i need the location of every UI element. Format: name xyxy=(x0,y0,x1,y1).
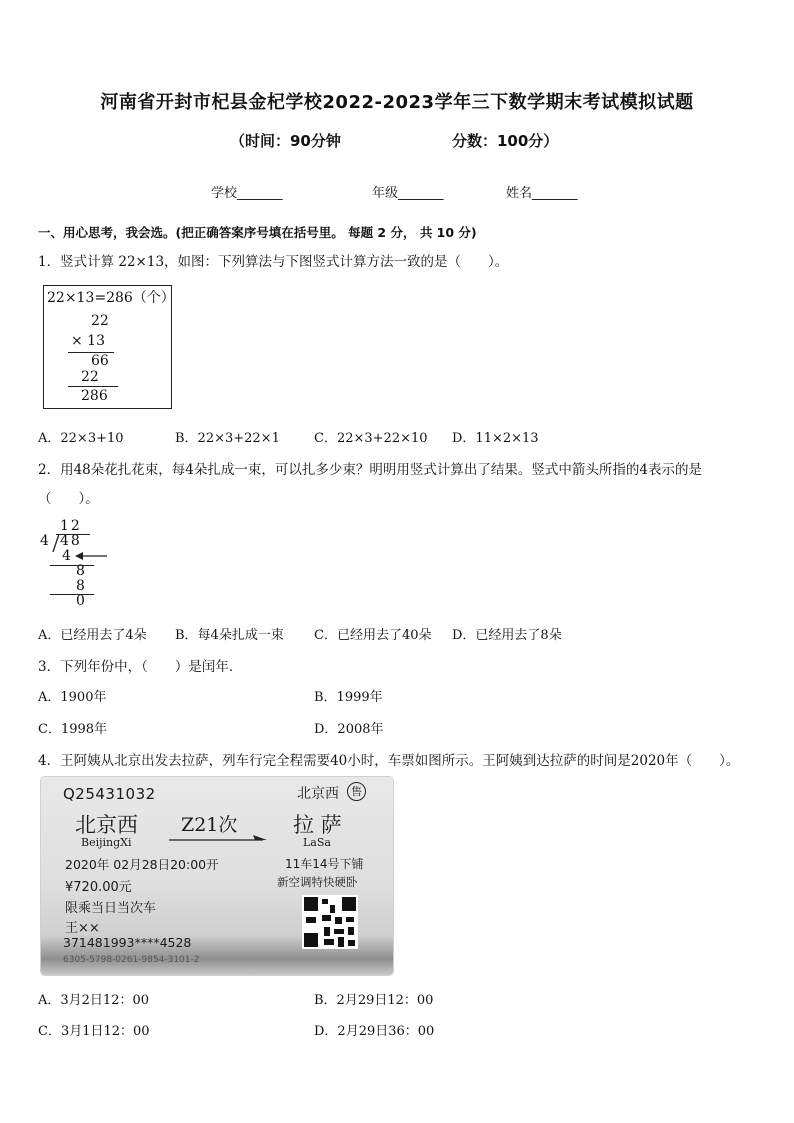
option-a[interactable]: A．3月2日12：00 xyxy=(38,993,150,1008)
question-3-stem: 3．下列年份中，（ ）是闰年． xyxy=(38,659,243,675)
ticket-from: 北京西 xyxy=(75,813,138,837)
ticket-price: ¥720.00元 xyxy=(65,880,132,895)
dividend: 48 xyxy=(60,533,82,549)
train-ticket-image xyxy=(41,777,393,975)
option-d[interactable]: D．2008年 xyxy=(314,722,384,737)
exam-score: 分数：100分） xyxy=(452,132,559,150)
ticket-note: 限乘当日当次车 xyxy=(65,901,157,916)
question-1-stem: 1．竖式计算 22×13，如图：下列算法与下图竖式计算方法一致的是（ ）。 xyxy=(38,254,509,270)
quotient: 12 xyxy=(60,518,82,534)
question-2-stem: 2．用48朵花扎花束，每4朵扎成一束，可以扎多少束？明明用竖式计算出了结果。竖式中箭头所指的4表示的是 xyxy=(38,462,702,478)
ticket-serial: Q25431032 xyxy=(63,785,156,803)
option-d[interactable]: D．11×2×13 xyxy=(452,431,539,446)
option-d[interactable]: D．已经用去了8朵 xyxy=(452,628,562,643)
figure-line: 66 xyxy=(91,353,109,369)
arrow-left-icon xyxy=(74,549,108,563)
figure-line: 22 xyxy=(81,369,99,385)
question-2-stem-cont: （ ）。 xyxy=(38,491,99,507)
division-rule xyxy=(50,565,94,566)
option-b[interactable]: B．2月29日12：00 xyxy=(314,993,434,1008)
ticket-id-number: 371481993****4528 xyxy=(63,935,192,950)
option-c[interactable]: C．1998年 xyxy=(38,722,108,737)
multiplication-figure xyxy=(43,285,175,409)
figure-header: 22×13=286（个） xyxy=(47,290,175,306)
section-heading: 一、用心思考，我会选。(把正确答案序号填在括号里。 每题 2 分， 共 10 分) xyxy=(38,225,477,240)
option-a[interactable]: A．1900年 xyxy=(38,690,107,705)
pointed-digit: 4 xyxy=(62,548,71,564)
division-bracket xyxy=(50,533,60,553)
grade-field[interactable]: 年级_______ xyxy=(372,186,444,201)
name-field[interactable]: 姓名_______ xyxy=(506,186,578,201)
division-remainder: 0 xyxy=(76,593,85,609)
ticket-car-type: 新空调特快硬卧 xyxy=(277,875,358,889)
school-field[interactable]: 学校_______ xyxy=(211,186,283,201)
figure-line: × 13 xyxy=(71,333,105,349)
ticket-datetime: 2020年 02月28日20:00开 xyxy=(65,857,219,872)
figure-line: 22 xyxy=(91,313,109,329)
ticket-to-pinyin: LaSa xyxy=(303,836,331,849)
arrow-right-icon xyxy=(169,832,267,844)
divisor: 4 xyxy=(40,533,49,549)
division-line: 8 xyxy=(76,578,85,594)
option-d[interactable]: D．2月29日36：00 xyxy=(314,1024,435,1039)
ticket-bottom-code: 6305-5798-0261-9854-3101-2 xyxy=(63,955,200,965)
ticket-from-pinyin: BeijingXi xyxy=(81,836,132,849)
option-b[interactable]: B．22×3+22×1 xyxy=(175,431,280,446)
ticket-to: 拉 萨 xyxy=(293,813,342,837)
question-4-stem: 4．王阿姨从北京出发去拉萨，列车行完全程需要40小时，车票如图所示。王阿姨到达拉萨的时间是2020年（ ）。 xyxy=(38,753,740,769)
sale-mark: 售 xyxy=(347,782,366,801)
page-title: 河南省开封市杞县金杞学校2022-2023学年三下数学期末考试模拟试题 xyxy=(100,92,694,113)
ticket-train-number: Z21次 xyxy=(181,814,238,836)
option-c[interactable]: C．已经用去了40朵 xyxy=(314,628,432,643)
option-c[interactable]: C．3月1日12：00 xyxy=(38,1024,150,1039)
option-b[interactable]: B．1999年 xyxy=(314,690,383,705)
division-rule xyxy=(50,594,94,595)
option-a[interactable]: A．22×3+10 xyxy=(38,431,124,446)
option-c[interactable]: C．22×3+22×10 xyxy=(314,431,428,446)
ticket-seat: 11车14号下铺 xyxy=(285,857,364,871)
figure-rule xyxy=(68,386,118,387)
qr-code-icon xyxy=(302,895,358,949)
option-a[interactable]: A．已经用去了4朵 xyxy=(38,628,147,643)
division-figure xyxy=(36,518,126,610)
option-b[interactable]: B．每4朵扎成一束 xyxy=(175,628,284,643)
exam-time: （时间：90分钟 xyxy=(230,132,341,150)
ticket-passenger: 王×× xyxy=(65,921,100,936)
division-line: 8 xyxy=(76,563,85,579)
figure-line: 286 xyxy=(81,388,108,404)
ticket-office: 北京西 xyxy=(297,786,339,802)
